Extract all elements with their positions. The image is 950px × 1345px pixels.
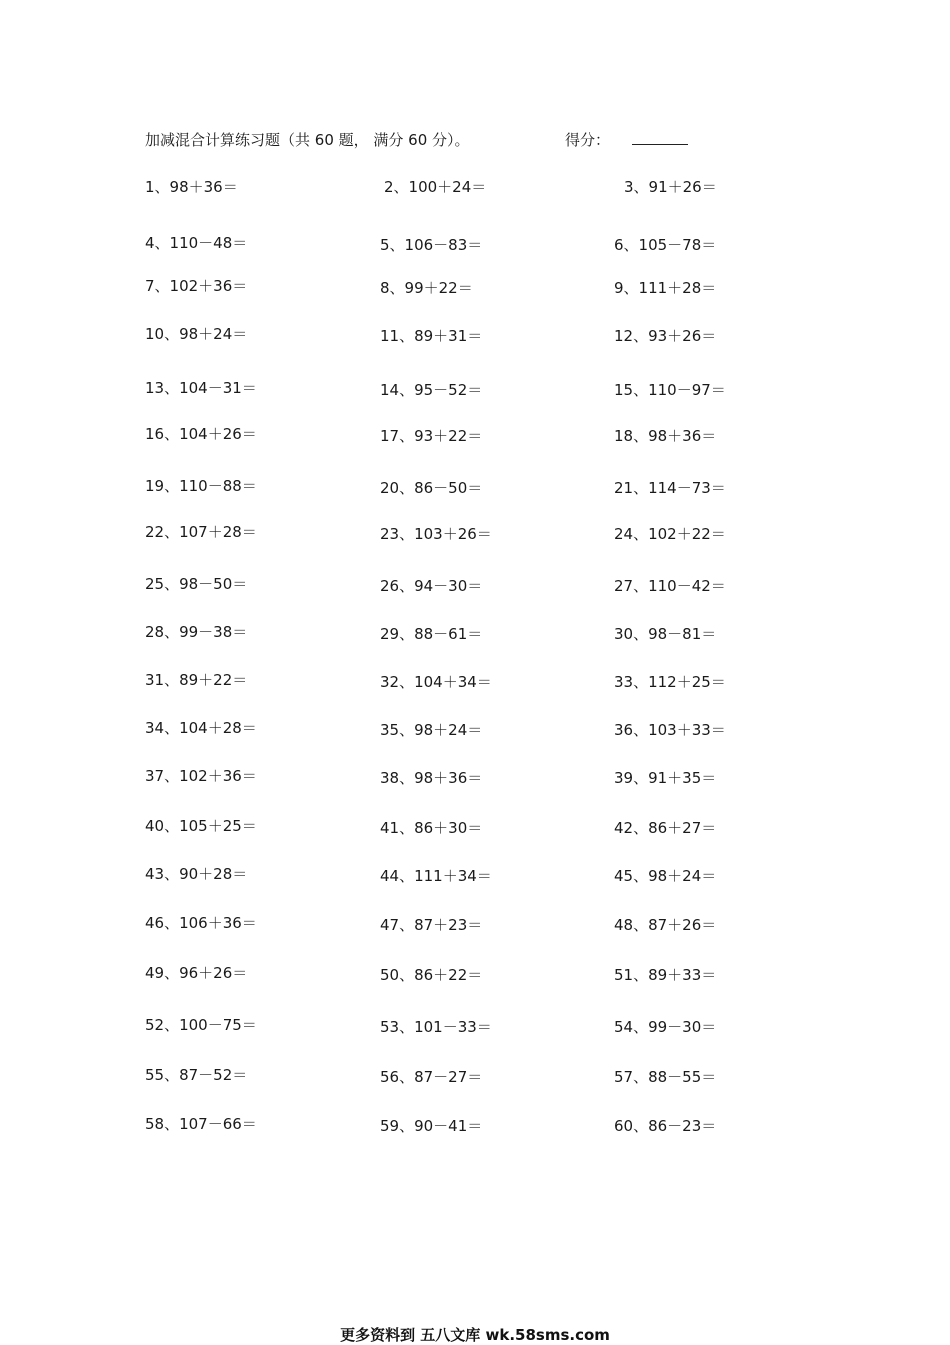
problem-49: 49、96＋26＝ bbox=[145, 964, 248, 982]
problem-57: 57、88－55＝ bbox=[614, 1068, 717, 1086]
problem-52: 52、100－75＝ bbox=[145, 1016, 257, 1034]
problem-39: 39、91＋35＝ bbox=[614, 769, 717, 787]
problem-35: 35、98＋24＝ bbox=[380, 721, 483, 739]
problem-51: 51、89＋33＝ bbox=[614, 966, 717, 984]
problem-33: 33、112＋25＝ bbox=[614, 673, 726, 691]
problem-11: 11、89＋31＝ bbox=[380, 327, 483, 345]
problem-54: 54、99－30＝ bbox=[614, 1018, 717, 1036]
problem-55: 55、87－52＝ bbox=[145, 1066, 248, 1084]
problem-2: 2、100＋24＝ bbox=[384, 178, 487, 196]
problem-46: 46、106＋36＝ bbox=[145, 914, 257, 932]
problem-45: 45、98＋24＝ bbox=[614, 867, 717, 885]
worksheet-title: 加减混合计算练习题（共 60 题， 满分 60 分）。 bbox=[145, 131, 470, 149]
problem-50: 50、86＋22＝ bbox=[380, 966, 483, 984]
problem-19: 19、110－88＝ bbox=[145, 477, 257, 495]
problem-44: 44、111＋34＝ bbox=[380, 867, 492, 885]
problem-42: 42、86＋27＝ bbox=[614, 819, 717, 837]
problem-58: 58、107－66＝ bbox=[145, 1115, 257, 1133]
problem-36: 36、103＋33＝ bbox=[614, 721, 726, 739]
problem-43: 43、90＋28＝ bbox=[145, 865, 248, 883]
problem-47: 47、87＋23＝ bbox=[380, 916, 483, 934]
problem-7: 7、102＋36＝ bbox=[145, 277, 248, 295]
score-label: 得分： bbox=[565, 131, 611, 149]
problem-16: 16、104＋26＝ bbox=[145, 425, 257, 443]
problem-32: 32、104＋34＝ bbox=[380, 673, 492, 691]
problem-28: 28、99－38＝ bbox=[145, 623, 248, 641]
problem-60: 60、86－23＝ bbox=[614, 1117, 717, 1135]
problem-34: 34、104＋28＝ bbox=[145, 719, 257, 737]
problem-20: 20、86－50＝ bbox=[380, 479, 483, 497]
problem-1: 1、98＋36＝ bbox=[145, 178, 238, 196]
problem-15: 15、110－97＝ bbox=[614, 381, 726, 399]
problem-48: 48、87＋26＝ bbox=[614, 916, 717, 934]
problem-37: 37、102＋36＝ bbox=[145, 767, 257, 785]
problem-17: 17、93＋22＝ bbox=[380, 427, 483, 445]
problem-59: 59、90－41＝ bbox=[380, 1117, 483, 1135]
problem-24: 24、102＋22＝ bbox=[614, 525, 726, 543]
problem-21: 21、114－73＝ bbox=[614, 479, 726, 497]
problem-40: 40、105＋25＝ bbox=[145, 817, 257, 835]
footer-watermark: 更多资料到 五八文库 wk.58sms.com bbox=[340, 1326, 610, 1344]
problem-9: 9、111＋28＝ bbox=[614, 279, 717, 297]
problem-23: 23、103＋26＝ bbox=[380, 525, 492, 543]
problem-22: 22、107＋28＝ bbox=[145, 523, 257, 541]
problem-5: 5、106－83＝ bbox=[380, 236, 483, 254]
problem-10: 10、98＋24＝ bbox=[145, 325, 248, 343]
problem-4: 4、110－48＝ bbox=[145, 234, 248, 252]
problem-30: 30、98－81＝ bbox=[614, 625, 717, 643]
problem-38: 38、98＋36＝ bbox=[380, 769, 483, 787]
problem-18: 18、98＋36＝ bbox=[614, 427, 717, 445]
problem-12: 12、93＋26＝ bbox=[614, 327, 717, 345]
problem-8: 8、99＋22＝ bbox=[380, 279, 473, 297]
problem-6: 6、105－78＝ bbox=[614, 236, 717, 254]
problem-31: 31、89＋22＝ bbox=[145, 671, 248, 689]
problem-13: 13、104－31＝ bbox=[145, 379, 257, 397]
problem-41: 41、86＋30＝ bbox=[380, 819, 483, 837]
problem-53: 53、101－33＝ bbox=[380, 1018, 492, 1036]
problem-25: 25、98－50＝ bbox=[145, 575, 248, 593]
problem-29: 29、88－61＝ bbox=[380, 625, 483, 643]
problem-3: 3、91＋26＝ bbox=[624, 178, 717, 196]
problem-14: 14、95－52＝ bbox=[380, 381, 483, 399]
problem-56: 56、87－27＝ bbox=[380, 1068, 483, 1086]
problem-26: 26、94－30＝ bbox=[380, 577, 483, 595]
problem-27: 27、110－42＝ bbox=[614, 577, 726, 595]
